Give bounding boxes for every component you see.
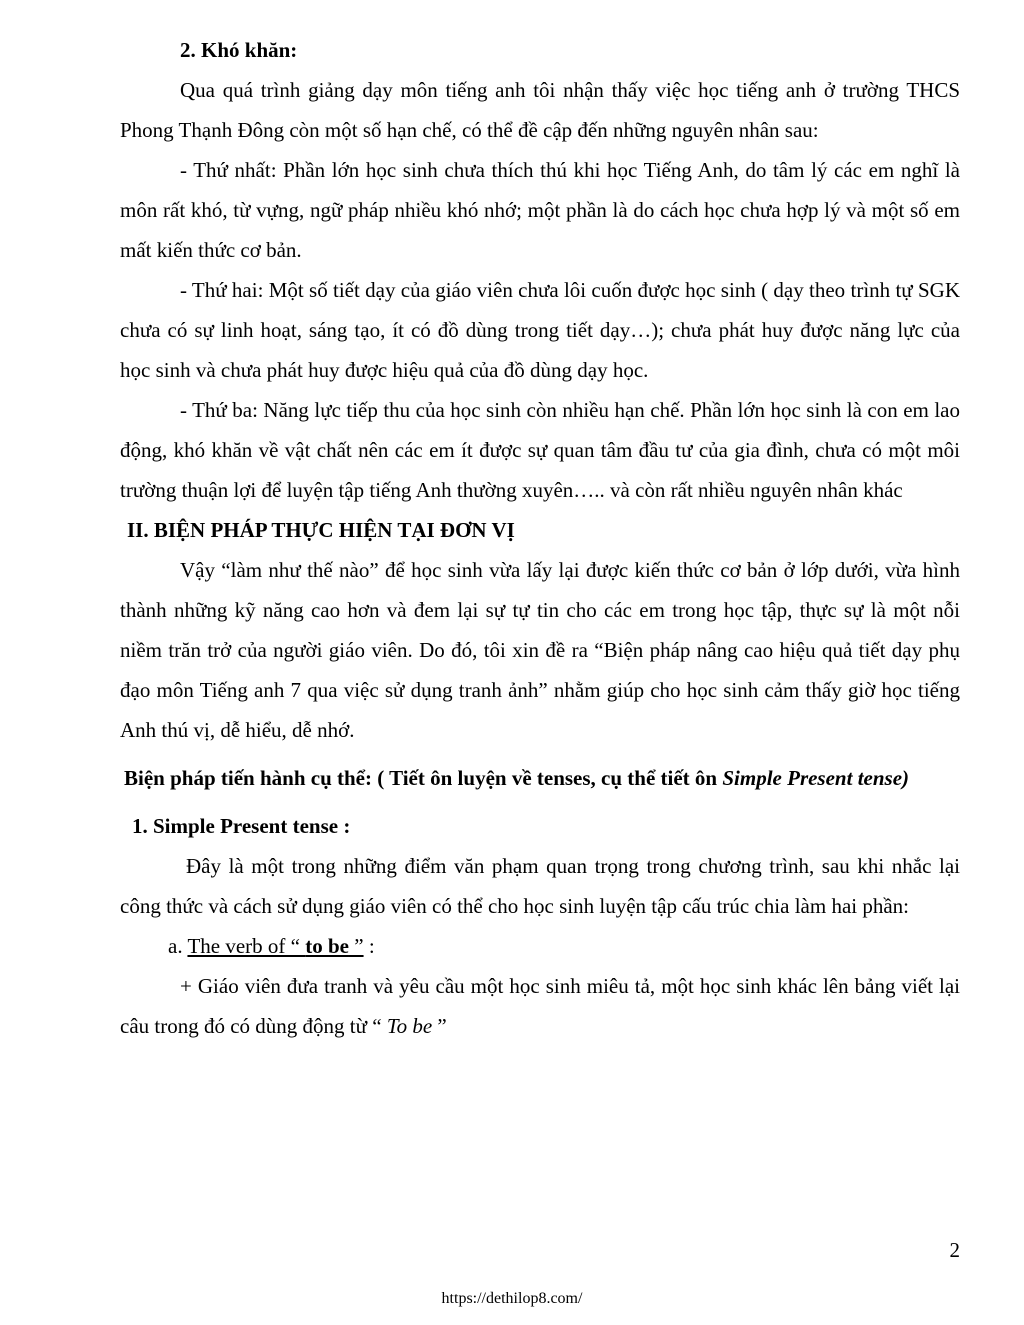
bien-phap-lead: Biện pháp tiến hành cụ thể: ( Tiết ôn luyện về tenses, cụ thể tiết ôn [124,766,723,790]
bien-phap-italic: Simple Present tense) [722,766,910,790]
page-content [120,30,960,1046]
giao-vien-text: + Giáo viên đưa tranh và yêu cầu một học sinh miêu tả, một học sinh khác lên bảng viết lại câu trong đó có dùng động từ “ [120,974,960,1038]
paragraph-lam-nhu-the-nao: Vậy “làm như thế nào” để học sinh vừa lấy lại được kiến thức cơ bản ở lớp dưới, vừa hình thành những kỹ năng cao hơn và đem lại sự tự tin cho các em trong học tập, thực sự là một nỗi niềm trăn trở của người giáo viên. Do đó, tôi xin đề ra “Biện pháp nâng cao hiệu quả tiết dạy phụ đạo môn Tiếng anh 7 qua việc sử dụng tranh ảnh” nhằm giúp cho học sinh cảm thấy giờ học tiếng Anh thú vị, dễ hiểu, dễ nhớ. [120,558,960,742]
heading-bien-phap-thuc-hien: II. BIỆN PHÁP THỰC HIỆN TẠI ĐƠN VỊ [127,518,515,542]
heading-simple-present: 1. Simple Present tense : [132,814,351,838]
heading-bien-phap-tien-hanh [120,758,960,798]
giao-vien-end: ” [432,1014,447,1038]
paragraph-thu-ba: - Thứ ba: Năng lực tiếp thu của học sinh còn nhiều hạn chế. Phần lớn học sinh là con em lao động, khó khăn về vật chất nên các em ít được sự quan tâm đầu tư của gia đình, chưa có một môi trường thuận lợi để luyện tập tiếng Anh thường xuyên….. và còn rất nhiều nguyên nhân khác [120,398,960,502]
verb-to-be-underlined [187,934,363,958]
paragraph-thu-hai: - Thứ hai: Một số tiết dạy của giáo viên chưa lôi cuốn được học sinh ( dạy theo trình tự SGK chưa có sự linh hoạt, sáng tạo, ít có đồ dùng trong tiết dạy…); chưa phát huy được năng lực của học sinh và chưa phát huy được hiệu quả của đồ dùng dạy học. [120,278,960,382]
sub-a-prefix: a. [168,934,188,958]
paragraph-intro: Qua quá trình giảng dạy môn tiếng anh tôi nhận thấy việc học tiếng anh ở trường THCS Phong Thạnh Đông còn một số hạn chế, có thể đề cập đến những nguyên nhân sau: [120,78,960,142]
paragraph-thu-nhat: - Thứ nhất: Phần lớn học sinh chưa thích thú khi học Tiếng Anh, do tâm lý các em nghĩ là môn rất khó, từ vựng, ngữ pháp nhiều khó nhớ; một phần là do cách học chưa hợp lý và một số em mất kiến thức cơ bản. [120,158,960,262]
paragraph-van-pham: Đây là một trong những điểm văn phạm quan trọng trong chương trình, sau khi nhắc lại công thức và cách sử dụng giáo viên có thể cho học sinh luyện tập cấu trúc chia làm hai phần: [120,854,960,918]
verb-of-text: The verb of “ [187,934,306,958]
to-be-italic: To be [386,1014,433,1038]
sub-a-suffix: : [363,934,375,958]
verb-close-quote: ” [348,934,364,958]
page-number: 2 [949,1238,960,1262]
subheading-verb-to-be [120,926,960,966]
paragraph-giao-vien-dua-tranh [120,966,960,1046]
to-be-bold: to be [305,934,349,958]
footer-url[interactable]: https://dethilop8.com/ [441,1290,583,1307]
heading-kho-khan: 2. Khó khăn: [180,38,298,62]
